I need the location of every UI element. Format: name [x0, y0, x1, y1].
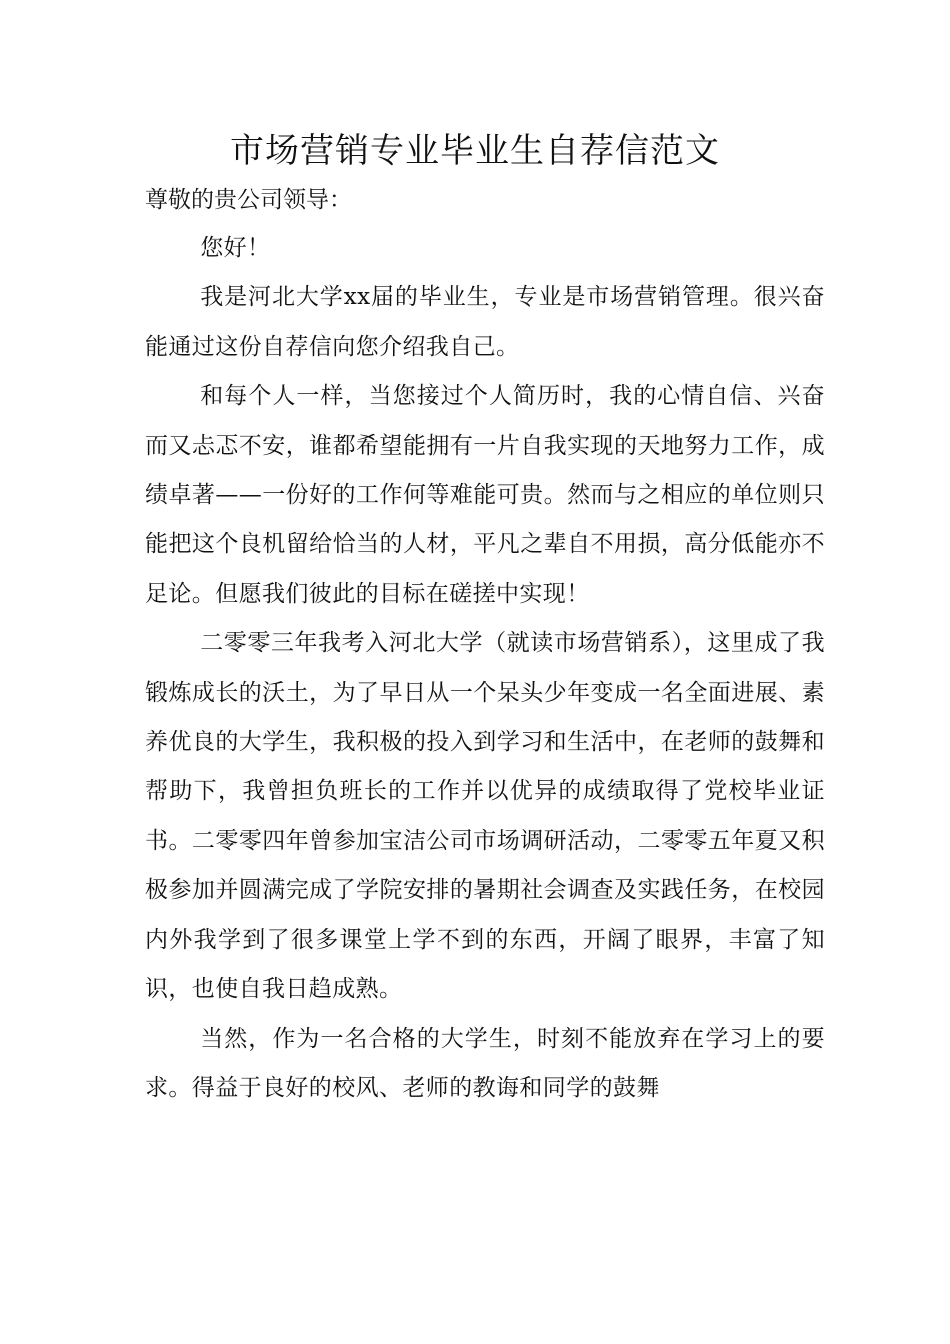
letter-body: [145, 224, 825, 1113]
paragraph-study-requirements: 当然，作为一名合格的大学生，时刻不能放弃在学习上的要求。得益于良好的校风、老师的教诲和同学的鼓舞: [145, 1025, 825, 1101]
paragraph-university-experience: 二零零三年我考入河北大学（就读市场营销系），这里成了我锻炼成长的沃土，为了早日从一个呆头少年变成一名全面进展、素养优良的大学生，我积极的投入到学习和生活中，在老师的鼓舞和帮助下，我曾担负班长的工作并以优异的成绩取得了党校毕业证书。二零零四年曾参加宝洁公司市场调研活动，二零零五年夏又积极参加并圆满完成了学院安排的暑期社会调查及实践任务，在校园内外我学到了很多课堂上学不到的东西，开阔了眼界，丰富了知识，也使自我日趋成熟。: [145, 630, 825, 1003]
paragraph-motivation: 和每个人一样，当您接过个人简历时，我的心情自信、兴奋而又忐忑不安，谁都希望能拥有一片自我实现的天地努力工作，成绩卓著——一份好的工作何等难能可贵。然而与之相应的单位则只能把这个良机留给恰当的人材，平凡之辈自不用损，高分低能亦不足论。但愿我们彼此的目标在磋搓中实现！: [145, 383, 825, 607]
paragraph-introduction: 我是河北大学xx届的毕业生，专业是市场营销管理。很兴奋能通过这份自荐信向您介绍我自己。: [145, 284, 825, 360]
document-title: 市场营销专业毕业生自荐信范文: [230, 131, 720, 171]
paragraph-greeting: 您好！: [200, 235, 271, 261]
salutation: 尊敬的贵公司领导：: [145, 187, 352, 213]
